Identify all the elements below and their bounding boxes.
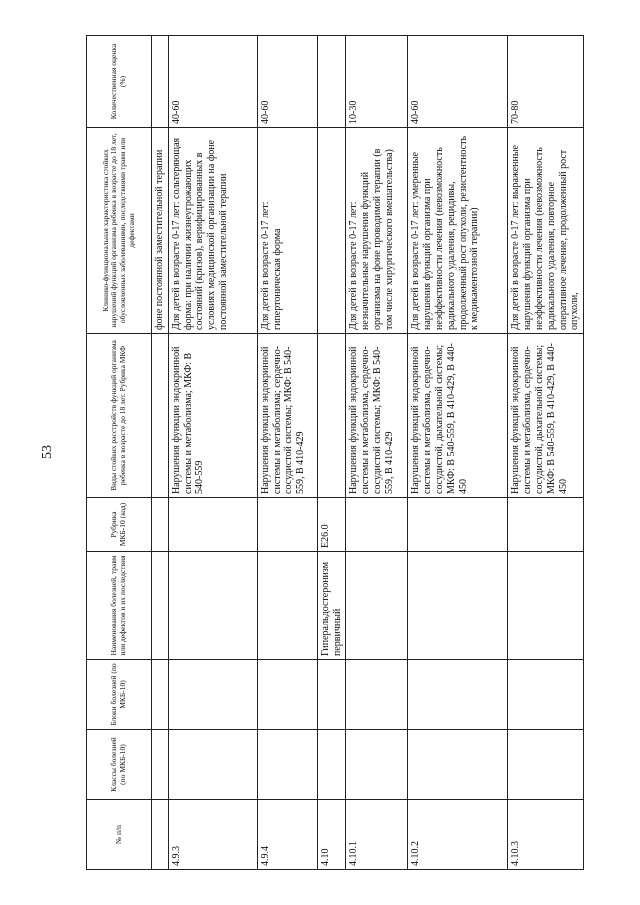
row-disorders	[317, 334, 346, 498]
row-blocks	[168, 660, 257, 730]
table-row	[168, 36, 257, 870]
row-characteristics: Для детей в возрасте 0-17 лет: выраженные нарушения функций организма при неэффективности лечения (невозможность радикального удаления, повторное оперативное лечение, продолженный рост опухоли,	[508, 128, 584, 334]
row-num: 4.10.2	[408, 800, 508, 870]
row-score	[317, 36, 346, 128]
row-score: 40-60	[257, 36, 317, 128]
table-row	[408, 36, 508, 870]
row-blocks	[317, 660, 346, 730]
header-score: Количественная оценка (%)	[87, 36, 152, 128]
row-blocks	[508, 660, 584, 730]
row-score: 40-60	[408, 36, 508, 128]
row-num: 4.10.3	[508, 800, 584, 870]
header-num: № п/п	[87, 800, 152, 870]
row-disease: Гиперальдостеронизм первичный	[317, 552, 346, 660]
row-blocks	[408, 660, 508, 730]
row-classes	[346, 730, 408, 800]
row-disease	[508, 552, 584, 660]
row-num: 4.10.1	[346, 800, 408, 870]
header-disorders: Виды стойких расстройств функций организма ребенка в возрасте до 18 лет. Рубрика МКФ	[87, 334, 152, 498]
row-num: 4.10	[317, 800, 346, 870]
table-row	[152, 36, 169, 870]
page-number: 53	[40, 445, 55, 459]
row-num: 4.9.4	[257, 800, 317, 870]
row-classes	[257, 730, 317, 800]
row-code	[508, 498, 584, 552]
row-score: 70-80	[508, 36, 584, 128]
row-code: E26.0	[317, 498, 346, 552]
row-disorders: Нарушения функций эндокринной системы и метаболизма, сердечно-сосудистой, дыхательной системы; МКФ: В 540-559, В 410-429, В 440-450	[408, 334, 508, 498]
header-classes: Классы болезней (по МКБ-10)	[87, 730, 152, 800]
row-characteristics: Для детей в возрасте 0-17 лет: гипертоническая форма	[257, 128, 317, 334]
row-characteristics: Для детей в возрасте 0-17 лет: незначительные нарушения функций организма на фоне проводимой терапии (в том числе хирургического вмешательства)	[346, 128, 408, 334]
row-disease	[408, 552, 508, 660]
header-blocks: Блоки болезней (по МКБ-10)	[87, 660, 152, 730]
row-code	[346, 498, 408, 552]
row-code	[168, 498, 257, 552]
row-score: 40-60	[168, 36, 257, 128]
row-disorders: Нарушения функций эндокринной системы и метаболизма, сердечно-сосудистой системы; МКФ: В 540-559, В 410-429	[346, 334, 408, 498]
document-table-sheet	[86, 36, 581, 870]
table-row	[317, 36, 346, 870]
row-classes	[317, 730, 346, 800]
row-disorders: Нарушения функции эндокринной системы и метаболизма; МКФ: В 540-559	[168, 334, 257, 498]
row-characteristics: Для детей в возрасте 0-17 лет: умеренные нарушения функций организма при неэффективности лечения (невозможность радикального удаления, рецидивы, продолженный рост опухоли, резистентность к медикаментозной терапии)	[408, 128, 508, 334]
table-row	[346, 36, 408, 870]
row-score: 10-30	[346, 36, 408, 128]
header-code: Рубрика МКБ-10 (код)	[87, 498, 152, 552]
row-characteristics: Для детей в возрасте 0-17 лет: сольтеряющая форма: при наличии жизнеугрожающих состояний (кризов), верифицированных в условиях медицинской организации на фоне постоянной заместительной терапии	[168, 128, 257, 334]
row-disorders: Нарушения функции эндокринной системы и метаболизма; сердечно-сосудистой системы; МКФ: В 540-559, В 410-429	[257, 334, 317, 498]
row-code	[257, 498, 317, 552]
header-characteristics: Клинико-функциональная характеристика стойких нарушений функций организма ребенка в возрасте до 18 лет, обусловленных заболеваниями, последствиями травм или дефектами	[87, 128, 152, 334]
row-characteristics	[317, 128, 346, 334]
disability-criteria-table	[86, 35, 584, 870]
row-num: 4.9.3	[168, 800, 257, 870]
row-classes	[408, 730, 508, 800]
table-row	[508, 36, 584, 870]
row-classes	[508, 730, 584, 800]
row-classes	[168, 730, 257, 800]
row-blocks	[346, 660, 408, 730]
row-disease	[346, 552, 408, 660]
row-disease	[168, 552, 257, 660]
row-disease	[257, 552, 317, 660]
header-diseases: Наименования болезней, травм или дефектов и их последствия	[87, 552, 152, 660]
row-disorders: Нарушения функций эндокринной системы и метаболизма, сердечно-сосудистой, дыхательной системы; МКФ: В 540-559, В 410-429, В 440-450	[508, 334, 584, 498]
row-code	[408, 498, 508, 552]
continuation-text: фоне постоянной заместительной терапии	[152, 128, 169, 334]
table-row	[257, 36, 317, 870]
table-header-row	[87, 36, 152, 870]
row-blocks	[257, 660, 317, 730]
